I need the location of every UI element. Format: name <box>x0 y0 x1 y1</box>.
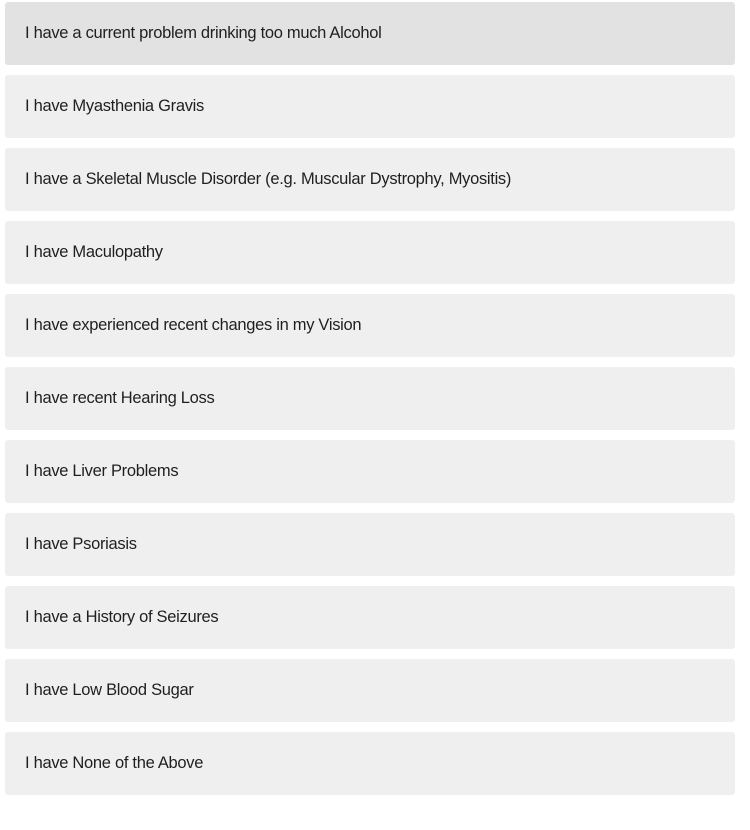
option-label: I have Liver Problems <box>25 462 179 481</box>
option-label: I have a current problem drinking too much Alcohol <box>25 24 382 43</box>
option-vision-changes[interactable] <box>5 294 735 357</box>
option-label: I have Low Blood Sugar <box>25 681 194 700</box>
option-label: I have Psoriasis <box>25 535 137 554</box>
option-seizures[interactable] <box>5 586 735 649</box>
option-label: I have Myasthenia Gravis <box>25 97 204 116</box>
option-liver-problems[interactable] <box>5 440 735 503</box>
option-psoriasis[interactable] <box>5 513 735 576</box>
option-label: I have Maculopathy <box>25 243 163 262</box>
option-label: I have None of the Above <box>25 754 204 773</box>
option-none-of-the-above[interactable] <box>5 732 735 795</box>
option-skeletal-muscle-disorder[interactable] <box>5 148 735 211</box>
option-label: I have a Skeletal Muscle Disorder (e.g. Muscular Dystrophy, Myositis) <box>25 170 512 189</box>
option-low-blood-sugar[interactable] <box>5 659 735 722</box>
option-label: I have a History of Seizures <box>25 608 219 627</box>
option-maculopathy[interactable] <box>5 221 735 284</box>
option-myasthenia-gravis[interactable] <box>5 75 735 138</box>
option-label: I have experienced recent changes in my Vision <box>25 316 362 335</box>
condition-options-list <box>5 2 735 805</box>
option-hearing-loss[interactable] <box>5 367 735 430</box>
option-alcohol[interactable] <box>5 2 735 65</box>
option-label: I have recent Hearing Loss <box>25 389 215 408</box>
